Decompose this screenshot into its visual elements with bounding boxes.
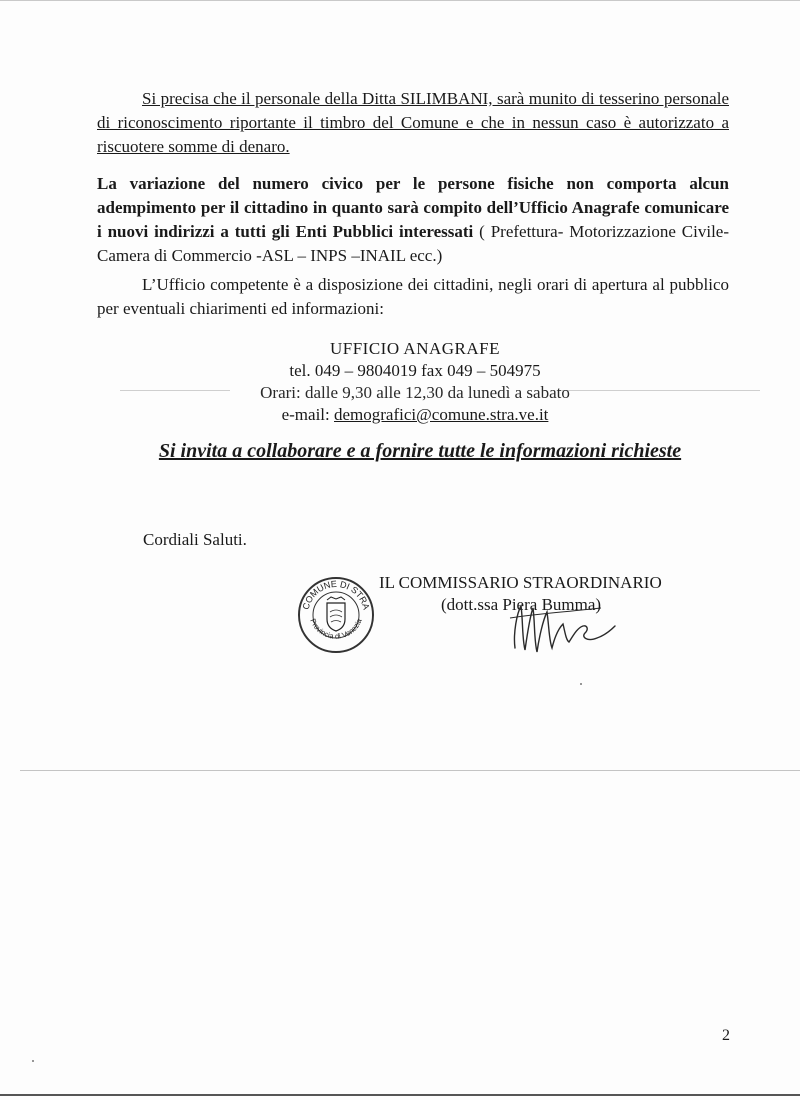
handwritten-signature [505,598,620,663]
address-change-bold-text: La variazione del numero civico per le persone fisiche non comporta alcun adempimento per il cittadino in quanto sarà compito dell’Ufficio Anagrafe comunicare i nuovi indirizzi a tutti gli Enti Pubblici interessati [97,174,729,241]
stamp-bottom-text: Provincia di Venezia [308,617,364,641]
page-number: 2 [722,1027,730,1044]
stamp-top-text: COMUNE DI STRA [300,578,372,611]
signer-name: (dott.ssa Piera Bumma) [441,595,602,614]
invitation-heading: Si invita a collaborare e a fornire tutte le informazioni richieste [158,440,682,462]
email-link[interactable]: demografici@comune.stra.ve.it [334,405,549,424]
notice-paragraph-address-change [97,172,729,268]
personnel-notice-text: Si precisa che il personale della Ditta SILIMBANI, sarà munito di tesserino personale di riconoscimento riportante il timbro del Comune e che in nessun caso è autorizzato a riscuotere somme di denaro. [97,89,729,156]
address-change-entities-text: ( Prefettura- Motorizzazione Civile-Camera di Commercio -ASL – INPS –INAIL ecc.) [97,222,730,265]
scan-line-mid [20,770,800,771]
scan-speck [580,683,582,685]
scan-edge-top [0,0,800,1]
scan-speck [32,1060,34,1062]
signer-title: IL COMMISSARIO STRAORDINARIO [379,573,662,592]
office-email-line [15,404,800,426]
notice-paragraph-office [97,273,729,321]
stamp-seal-icon [296,575,376,655]
municipal-stamp [296,575,376,660]
office-phone: tel. 049 – 9804019 fax 049 – 504975 [289,361,541,380]
coat-of-arms-icon [327,597,345,631]
office-availability-text: L’Ufficio competente è a disposizione dei cittadini, negli orari di apertura al pubblico per eventuali chiarimenti ed informazioni: [97,275,729,318]
office-hours: Orari: dalle 9,30 alle 12,30 da lunedì a sabato [260,383,570,402]
closing-greeting: Cordiali Saluti. [143,530,247,549]
email-label: e-mail: [281,405,334,424]
office-name: UFFICIO ANAGRAFE [330,339,500,358]
signature-icon [505,598,620,658]
svg-text:COMUNE DI STRA [301,579,372,611]
notice-paragraph-personnel [97,87,729,159]
scan-line-bottom [0,1094,800,1096]
